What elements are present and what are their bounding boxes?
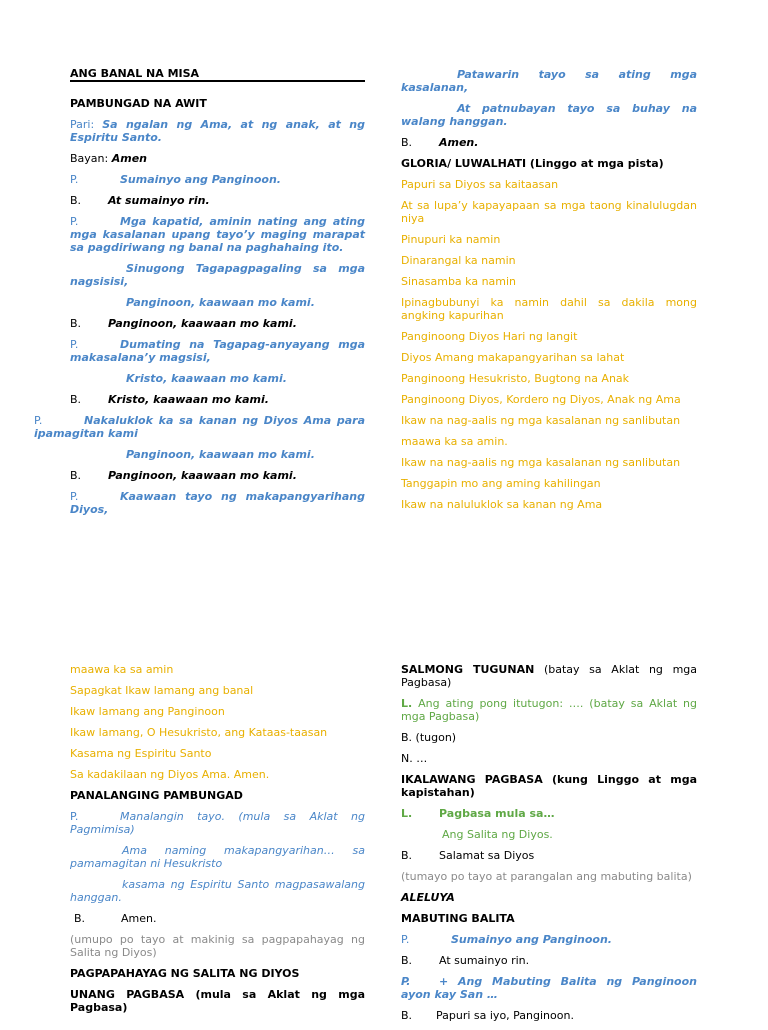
psalm-title: SALMONG TUGUNAN — [401, 663, 535, 676]
gloria-line: Sapagkat Ikaw lamang ang banal — [70, 684, 254, 697]
opening-prayer-response — [70, 912, 365, 925]
priest-line-1 — [70, 173, 365, 186]
response-line-text: Kristo, kaawaan mo kami. — [108, 393, 269, 406]
right-bottom-column — [401, 663, 697, 1030]
priest-label: Pari: — [70, 118, 95, 131]
amen-response — [401, 136, 697, 149]
gloria-line: Papuri sa Diyos sa kaitaasan — [401, 178, 559, 191]
right-top-column — [401, 68, 697, 519]
gloria-heading: GLORIA/ LUWALHATI (Linggo at mga pista) — [401, 157, 664, 170]
gloria-line: Sa kadakilaan ng Diyos Ama. Amen. — [70, 768, 270, 781]
first-reading-heading: UNANG PAGBASA (mula sa Aklat ng mga Pagbasa) — [70, 988, 365, 1014]
response-marker: B. — [70, 317, 82, 330]
opening-prayer-priest — [70, 810, 365, 836]
psalm-heading — [401, 663, 697, 689]
sinugong-line — [70, 262, 365, 288]
gloria-continued-lines — [70, 663, 365, 781]
gloria-line: maawa ka sa amin — [70, 663, 174, 676]
response-line-text: Panginoon, kaawaan mo kami. — [108, 469, 297, 482]
response-line-3 — [70, 393, 365, 406]
priest-line-5 — [70, 490, 365, 516]
response-marker: B. — [70, 393, 82, 406]
priest-marker: P. — [70, 338, 79, 351]
entrance-song-heading: PAMBUNGAD NA AWIT — [70, 97, 207, 110]
absolution-text: Patawarin tayo sa ating mga kasalanan, — [401, 68, 697, 94]
gospel-response-1 — [401, 954, 697, 967]
priest-line-text: Sumainyo ang Panginoon. — [451, 933, 612, 946]
patawarin-line — [401, 68, 697, 94]
response-marker: B. — [70, 469, 82, 482]
christe-line: Kristo, kaawaan mo kami. — [126, 372, 287, 385]
prayer-text: Ama naming makapangyarihan… sa pamamagitan ni Hesukristo — [70, 844, 365, 870]
gloria-line: Ikaw na nag-aalis ng mga kasalanan ng sanlibutan — [401, 456, 681, 469]
priest-line-text: Kaawaan tayo ng makapangyarihang Diyos, — [70, 490, 365, 516]
psalm-n-line: N. … — [401, 752, 428, 765]
gloria-line: Ikaw lamang ang Panginoon — [70, 705, 225, 718]
second-reading-lector — [401, 807, 697, 820]
people-response-text: Amen — [111, 152, 147, 165]
priest-marker: P. — [70, 490, 79, 503]
kasama-line — [70, 878, 365, 904]
gloria-line: Panginoong Diyos Hari ng langit — [401, 330, 578, 343]
gloria-line: Diyos Amang makapangyarihan sa lahat — [401, 351, 625, 364]
prayer-text: kasama ng Espiritu Santo magpasawalang hanggan. — [70, 878, 365, 904]
psalm-response: B. (tugon) — [401, 731, 457, 744]
gloria-line: Dinarangal ka namin — [401, 254, 516, 267]
response-marker: B. — [74, 912, 86, 925]
people-response — [70, 152, 365, 165]
mass-title: ANG BANAL NA MISA — [70, 67, 200, 80]
gospel-response-2 — [401, 1009, 697, 1022]
response-line-text: At sumainyo rin. — [439, 954, 530, 967]
response-marker: B. — [401, 136, 413, 149]
left-bottom-column — [70, 663, 365, 1022]
gospel-priest-line-2 — [401, 975, 697, 1001]
response-marker: B. — [401, 954, 413, 967]
gloria-line: Ikaw na nag-aalis ng mga kasalanan ng sanlibutan — [401, 414, 681, 427]
response-line-text: Salamat sa Diyos — [439, 849, 535, 862]
gospel-priest-line-1 — [401, 933, 697, 946]
opening-prayer-heading: PANALANGING PAMBUNGAD — [70, 789, 243, 802]
response-marker: B. — [401, 849, 413, 862]
priest-line-3 — [70, 338, 365, 364]
priest-marker: P. — [401, 975, 411, 988]
priest-marker: P. — [70, 173, 79, 186]
lector-line-text: Pagbasa mula sa… — [439, 807, 555, 820]
second-reading-heading: IKALAWANG PAGBASA (kung Linggo at mga kapistahan) — [401, 773, 697, 799]
gloria-line: Tanggapin mo ang aming kahilingan — [401, 477, 601, 490]
gloria-line: Ikaw lamang, O Hesukristo, ang Kataas-taasan — [70, 726, 328, 739]
priest-greeting — [70, 118, 365, 144]
lector-marker: L. — [401, 697, 413, 710]
ama-line — [70, 844, 365, 870]
priest-line-text: Mga kapatid, aminin nating ang ating mga kasalanan upang tayo’y maging marapat sa pagdiriwang ng banal na paghahaing ito. — [70, 215, 365, 254]
gloria-line: maawa ka sa amin. — [401, 435, 508, 448]
gospel-heading: MABUTING BALITA — [401, 912, 515, 925]
response-line-text: Papuri sa iyo, Panginoon. — [436, 1009, 574, 1022]
response-line-4 — [70, 469, 365, 482]
lector-marker: L. — [401, 807, 413, 820]
response-line-2 — [70, 317, 365, 330]
priest-marker: P. — [401, 933, 410, 946]
invocation-text: Sinugong Tagapagpagaling sa mga nagsisisi, — [70, 262, 365, 288]
response-line-1 — [70, 194, 365, 207]
gloria-line: Pinupuri ka namin — [401, 233, 501, 246]
priest-line-text: Manalangin tayo. (mula sa Aklat ng Pagmimisa) — [70, 810, 365, 836]
second-reading-response — [401, 849, 697, 862]
gloria-line: Sinasamba ka namin — [401, 275, 517, 288]
sit-instruction: (umupo po tayo at makinig sa pagpapahayag ng Salita ng Diyos) — [70, 933, 365, 959]
priest-marker: P. — [70, 215, 79, 228]
kyrie-line-2: Panginoon, kaawaan mo kami. — [126, 448, 315, 461]
gloria-line: At sa lupa’y kapayapaan sa mga taong kinalulugdan niya — [401, 199, 697, 225]
response-line-text: Amen. — [439, 136, 479, 149]
word-of-god-line: Ang Salita ng Diyos. — [442, 828, 553, 841]
priest-marker: P. — [70, 810, 79, 823]
response-line-text: Panginoon, kaawaan mo kami. — [108, 317, 297, 330]
people-label: Bayan: — [70, 152, 109, 165]
response-marker: B. — [70, 194, 82, 207]
gloria-lines — [401, 178, 697, 511]
patnubayan-line — [401, 102, 697, 128]
absolution-text: At patnubayan tayo sa buhay na walang hanggan. — [401, 102, 697, 128]
aleluya-heading: ALELUYA — [401, 891, 455, 904]
priest-line-2 — [70, 215, 365, 254]
priest-marker: P. — [34, 414, 43, 427]
psalm-lector-line — [401, 697, 697, 723]
stand-instruction: (tumayo po tayo at parangalan ang mabuting balita) — [401, 870, 692, 883]
gloria-line: Ikaw na naluluklok sa kanan ng Ama — [401, 498, 603, 511]
priest-line-text: Dumating na Tagapag-anyayang mga makasalana’y magsisi, — [70, 338, 365, 364]
priest-greeting-text: Sa ngalan ng Ama, at ng anak, at ng Espiritu Santo. — [70, 118, 366, 144]
response-line-text: At sumainyo rin. — [108, 194, 210, 207]
left-top-column — [34, 67, 366, 524]
title-rule — [70, 80, 365, 83]
lector-line-text: Ang ating pong itutugon: …. (batay sa Aklat ng mga Pagbasa) — [401, 697, 698, 723]
gloria-line: Panginoong Hesukristo, Bugtong na Anak — [401, 372, 630, 385]
priest-line-text: Nakaluklok ka sa kanan ng Diyos Ama para ipamagitan kami — [34, 414, 365, 440]
gloria-line: Ipinagbubunyi ka namin dahil sa dakila mong angking kapurihan — [401, 296, 697, 322]
psalm-note: (batay sa Aklat ng mga Pagbasa) — [401, 663, 698, 689]
response-line-text: Amen. — [121, 912, 157, 925]
response-marker: B. — [401, 1009, 413, 1022]
kyrie-line-1: Panginoon, kaawaan mo kami. — [126, 296, 315, 309]
gloria-line: Panginoong Diyos, Kordero ng Diyos, Anak ng Ama — [401, 393, 681, 406]
priest-line-text: Sumainyo ang Panginoon. — [120, 173, 281, 186]
priest-line-text: + Ang Mabuting Balita ng Panginoon ayon kay San … — [401, 975, 697, 1001]
priest-line-4 — [34, 414, 365, 440]
liturgy-word-heading: PAGPAPAHAYAG NG SALITA NG DIYOS — [70, 967, 300, 980]
gloria-line: Kasama ng Espiritu Santo — [70, 747, 212, 760]
